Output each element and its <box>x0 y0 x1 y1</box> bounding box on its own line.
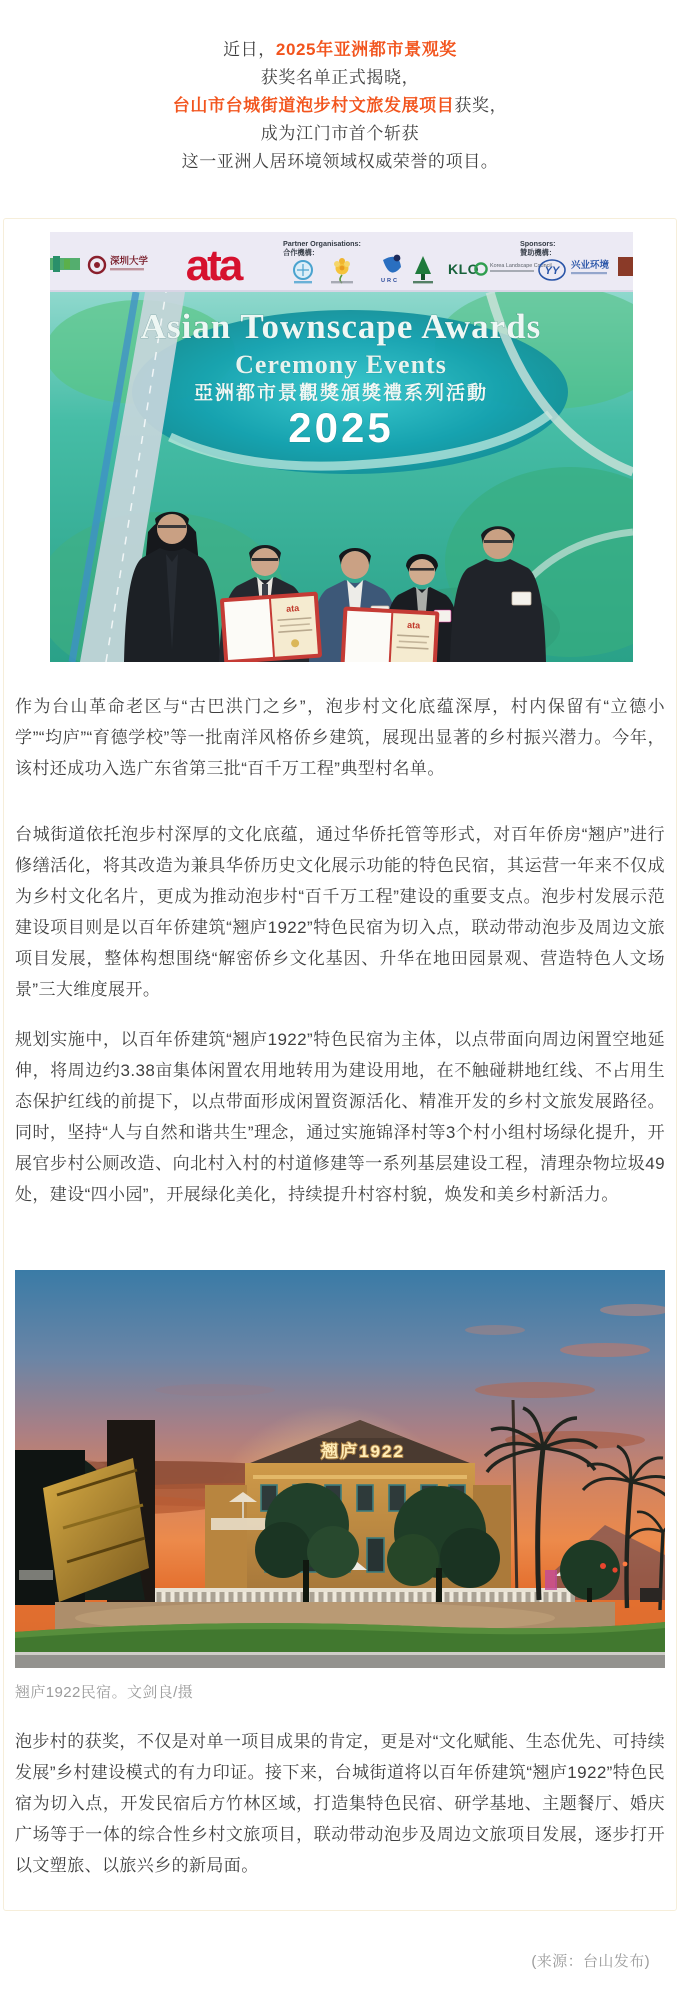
xingye-name: 兴业环境 <box>571 260 610 271</box>
sponsor-label-cn: 贊助機構： <box>520 248 556 257</box>
paragraph-3: 规划实施中，以百年侨建筑“翘庐1922”特色民宿为主体，以点带面向周边闲置空地延伸，将周边约3.38亩集体闲置农用地转用为建设用地，在不触碰耕地红线、不占用生态保护红线的前提下，以点带面形成闲置资源活化、精准开发的乡村文旅发展路径。同时，坚持“人与自然和谐共生”理念，通过实施锦泽村等3个村小组村场绿化提升，开展官步村公厕改造、向北村入村的村道修建等一系列基层建设工程，清理杂物垃圾49处，建设“四小园”，开展绿化美化，持续提升村容村貌，焕发和美乡村新活力。 <box>15 1030 665 1204</box>
svg-text:KLO: KLO <box>448 261 480 277</box>
certificate-1 <box>220 592 322 662</box>
paragraph-2: 台城街道依托泡步村深厚的文化底蕴，通过华侨托管等形式，对百年侨房“翘庐”进行修缮活化，将其改造为兼具华侨历史文化展示功能的特色民宿，其运营一年来不仅成为乡村文化名片，更成为推动泡步村“百千万工程”建设的重要支点。泡步村发展示范建设项目则是以百年侨建筑“翘庐1922”特色民宿为切入点，联动带动泡步及周边文旅项目发展，整体构想围绕“解密侨乡文化基因、升华在地田园景观、营造特色人文场景”三大维度展开。 <box>15 825 665 999</box>
intro-line-3 <box>0 92 680 120</box>
banner-strip <box>50 232 633 292</box>
paragraph-1: 作为台山革命老区与“古巴洪门之乡”，泡步村文化底蕴深厚，村内保留有“立德小学”“均庐”“育德学校”等一批南洋风格侨乡建筑，展现出显著的乡村振兴潜力。今年，该村还成功入选广东省第三批“百千万工程”典型村名单。 <box>15 697 665 778</box>
svg-text:YY: YY <box>544 265 560 277</box>
partner-label-cn: 合作機構： <box>283 248 319 257</box>
intro-text: 获奖， <box>454 96 508 115</box>
intro-text: 近日， <box>223 40 276 59</box>
right-partial-logo <box>618 257 633 276</box>
paragraph-4: 泡步村的获奖，不仅是对单一项目成果的肯定，更是对“文化赋能、生态优先、可持续发展”乡村建设模式的有力印证。接下来，台城街道将以百年侨建筑“翘庐1922”特色民宿为切入点，开发民宿后方竹林区域，打造集特色民宿、研学基地、主题餐厅、婚庆广场等于一体的综合性乡村文旅项目，联动带动泡步及周边文旅项目发展，逐步打开以文塑旅、以旅兴乡的新局面。 <box>15 1732 665 1875</box>
intro-line-1 <box>0 36 680 64</box>
award-year: 2025 <box>288 404 394 451</box>
intro-line-2: 获奖名单正式揭晓， <box>260 68 420 87</box>
ground <box>15 1602 665 1668</box>
award-title-en: Asian Townscape Awards <box>140 307 542 346</box>
photo-caption: 翘庐1922民宿。文剑良/摄 <box>15 1684 194 1701</box>
car-silhouette <box>640 1588 662 1602</box>
intro-line-5: 这一亚洲人居环境领域权威荣誉的项目。 <box>181 152 499 171</box>
qiaolu-1922-photo[interactable] <box>15 1270 665 1668</box>
klo-subtext: Korea Landscape Council <box>490 263 552 269</box>
intro-block <box>0 36 680 176</box>
partner-label-en: Partner Organisations: <box>283 239 361 248</box>
intro-line-4: 成为江门市首个斩获 <box>260 124 420 143</box>
certificate-2 <box>340 607 439 662</box>
award-title-cn: 亞洲都市景觀獎頒獎禮系列活動 <box>193 383 489 404</box>
ata-logo: ata <box>185 241 241 290</box>
intro-highlight-award: 2025年亚洲都市景观奖 <box>275 40 457 59</box>
svg-text:深圳大学: 深圳大学 <box>110 256 149 267</box>
sponsor-label-en: Sponsors: <box>520 239 556 248</box>
award-subtitle-en: Ceremony Events <box>235 350 447 379</box>
building-sign-text: 翘庐1922 <box>321 1442 405 1461</box>
svg-text:URC: URC <box>380 278 400 284</box>
award-ceremony-photo[interactable] <box>50 232 633 662</box>
source-attribution: (来源：台山发布) <box>531 1953 650 1970</box>
sponsor-labels <box>520 239 556 257</box>
intro-highlight-project: 台山市台城街道泡步村文旅发展项目 <box>172 96 455 115</box>
ata-cert-logo: ata <box>285 602 300 614</box>
ata-cert-logo: ata <box>406 619 421 631</box>
name-badge <box>512 592 531 605</box>
green-logo-partial <box>50 256 80 272</box>
